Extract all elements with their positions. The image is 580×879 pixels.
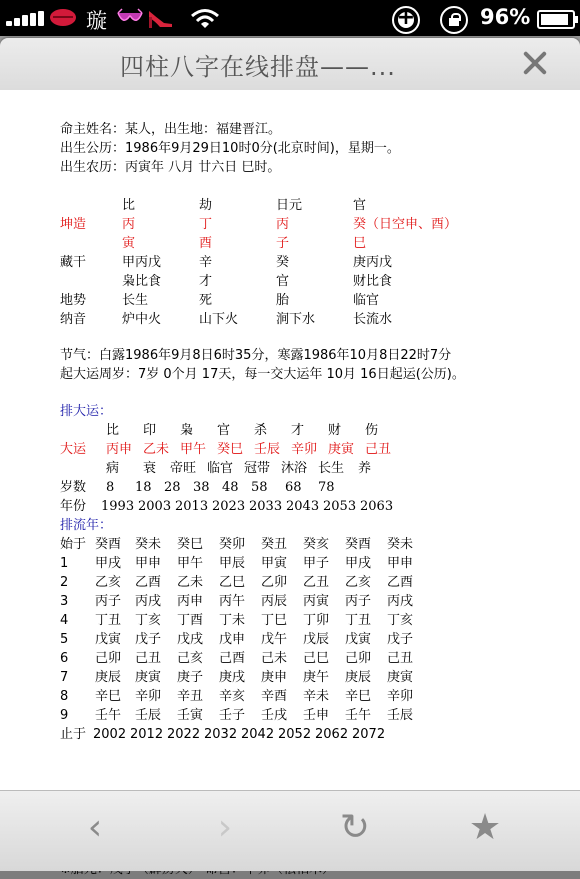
liunian-cell: 丁巳	[261, 613, 288, 628]
liunian-cell: 辛卯	[387, 689, 414, 704]
liunian-cell: 丙戌	[135, 594, 162, 609]
liunian-cell: 庚子	[177, 670, 204, 685]
liunian-cell: 戊申	[219, 632, 246, 647]
liunian-row-number: 3	[60, 594, 69, 609]
liunian-cell: 丙子	[345, 594, 372, 609]
liunian-end-cell: 2062	[315, 727, 349, 742]
liunian-cell: 丁亥	[135, 613, 162, 628]
lips-icon	[50, 9, 76, 26]
liunian-cell: 己巳	[303, 651, 330, 666]
stem-cell: 癸（日空申、酉）	[353, 217, 458, 232]
liunian-cell: 丁卯	[303, 613, 330, 628]
reload-button[interactable]	[315, 791, 395, 871]
dayun-pillar: 甲午	[180, 442, 207, 457]
dayun-pillar: 癸巳	[217, 442, 244, 457]
dayun-god: 比	[106, 423, 120, 438]
liunian-cell: 己酉	[219, 651, 246, 666]
liunian-cell: 戊戌	[177, 632, 204, 647]
liunian-row-number: 1	[60, 556, 69, 571]
dayun-god: 才	[291, 423, 305, 438]
liunian-cell: 壬午	[95, 708, 122, 723]
dayun-god: 枭	[180, 423, 194, 438]
liunian-start-cell: 癸未	[387, 537, 414, 552]
liunian-cell: 乙卯	[261, 575, 288, 590]
liunian-cell: 丙寅	[303, 594, 330, 609]
liunian-cell: 丁酉	[177, 613, 204, 628]
page-header	[0, 38, 580, 90]
age-cell: 68	[285, 480, 302, 495]
liunian-start-cell: 癸亥	[303, 537, 330, 552]
info-solar-line: 出生公历：1986年9月29日10时0分(北京时间)，星期一。	[60, 141, 400, 156]
liunian-cell: 乙亥	[95, 575, 122, 590]
liunian-cell: 乙亥	[345, 575, 372, 590]
liunian-start-cell: 癸卯	[219, 537, 246, 552]
pillar-header: 比	[122, 198, 136, 213]
nayin-cell: 山下火	[199, 312, 239, 327]
forward-button[interactable]	[185, 791, 265, 871]
info-lunar-line: 出生农历：丙寅年 八月 廿六日 巳时。	[60, 160, 281, 175]
dayun-pillar: 乙未	[143, 442, 170, 457]
year-cell: 2033	[249, 499, 283, 514]
liunian-cell: 甲子	[303, 556, 330, 571]
liunian-end-label: 止于	[60, 727, 87, 742]
back-icon: ‹	[87, 807, 103, 848]
dishi-cell: 死	[199, 293, 213, 308]
liunian-cell: 戊午	[261, 632, 288, 647]
liunian-cell: 壬申	[303, 708, 330, 723]
liunian-cell: 乙巳	[219, 575, 246, 590]
liunian-cell: 甲申	[387, 556, 414, 571]
liunian-cell: 庚寅	[135, 670, 162, 685]
jieqi-line: 节气：白露1986年9月8日6时35分，寒露1986年10月8日22时7分	[60, 348, 452, 363]
liunian-cell: 丙戌	[387, 594, 414, 609]
dayun-pillar: 庚寅	[328, 442, 355, 457]
liunian-cell: 辛酉	[261, 689, 288, 704]
dayun-title: 排大运：	[60, 404, 113, 419]
hidden-stem-cell: 甲丙戊	[122, 255, 162, 270]
wifi-icon	[190, 8, 220, 30]
age-cell: 58	[251, 480, 268, 495]
bra-icon	[116, 9, 144, 26]
dayun-god: 财	[328, 423, 342, 438]
liunian-cell: 戊寅	[95, 632, 122, 647]
back-button[interactable]	[55, 791, 135, 871]
liunian-cell: 庚戌	[219, 670, 246, 685]
dayun-stage: 病	[106, 461, 120, 476]
dayun-god: 杀	[254, 423, 268, 438]
pillar-header: 官	[353, 198, 367, 213]
age-cell: 78	[318, 480, 335, 495]
liunian-cell: 壬子	[219, 708, 246, 723]
liunian-cell: 庚辰	[345, 670, 372, 685]
canggan-label: 藏干	[60, 255, 87, 270]
carrier-name: 璇	[86, 9, 107, 33]
liunian-end-cell: 2032	[204, 727, 238, 742]
page-title: 四柱八字在线排盘——...	[120, 53, 396, 81]
reload-icon: ↻	[339, 807, 371, 848]
dayun-pillar: 壬辰	[254, 442, 281, 457]
browser-toolbar	[0, 790, 580, 871]
age-cell: 48	[222, 480, 239, 495]
branch-cell: 酉	[199, 236, 213, 251]
liunian-start-cell: 癸酉	[95, 537, 122, 552]
liunian-cell: 甲寅	[261, 556, 288, 571]
liunian-cell: 戊子	[135, 632, 162, 647]
liunian-cell: 庚寅	[387, 670, 414, 685]
liunian-end-cell: 2002	[93, 727, 127, 742]
dishi-cell: 长生	[122, 293, 149, 308]
dayun-god: 印	[143, 423, 157, 438]
liunian-cell: 戊子	[387, 632, 414, 647]
dayun-stage: 沐浴	[281, 461, 308, 476]
liunian-row-number: 2	[60, 575, 69, 590]
info-name-line: 命主姓名：某人，出生地：福建晋江。	[60, 122, 282, 137]
year-label: 年份	[60, 499, 87, 514]
page-content	[0, 90, 580, 790]
dishi-cell: 临官	[353, 293, 380, 308]
liunian-start-label: 始于	[60, 537, 87, 552]
liunian-cell: 辛巳	[345, 689, 372, 704]
branch-cell: 子	[276, 236, 290, 251]
high-heel-icon	[146, 7, 174, 29]
liunian-cell: 己未	[261, 651, 288, 666]
liunian-end-cell: 2052	[278, 727, 312, 742]
battery-icon	[537, 10, 575, 29]
qiyun-line: 起大运周岁：7岁 0个月 17天，每一交大运年 10月 16日起运(公历)。	[60, 367, 465, 382]
dayun-stage: 衰	[143, 461, 157, 476]
liunian-row-number: 9	[60, 708, 69, 723]
hidden-god-cell: 才	[199, 274, 213, 289]
dayun-stage: 长生	[318, 461, 345, 476]
hidden-god-cell: 财比食	[353, 274, 393, 289]
rotation-lock-icon	[440, 6, 468, 34]
liunian-start-cell: 癸未	[135, 537, 162, 552]
year-cell: 2053	[323, 499, 357, 514]
pillar-header: 劫	[199, 198, 213, 213]
dayun-stage: 帝旺	[170, 461, 197, 476]
liunian-row-number: 6	[60, 651, 69, 666]
liunian-start-cell: 癸巳	[177, 537, 204, 552]
liunian-cell: 乙未	[177, 575, 204, 590]
liunian-cell: 己卯	[345, 651, 372, 666]
liunian-cell: 丙申	[177, 594, 204, 609]
liunian-cell: 丁丑	[345, 613, 372, 628]
liunian-cell: 乙酉	[387, 575, 414, 590]
liunian-cell: 庚辰	[95, 670, 122, 685]
year-cell: 1993	[101, 499, 135, 514]
liunian-cell: 甲午	[177, 556, 204, 571]
liunian-row-number: 5	[60, 632, 69, 647]
signal-icon	[6, 11, 46, 26]
year-cell: 2043	[286, 499, 320, 514]
liunian-cell: 辛卯	[135, 689, 162, 704]
liunian-cell: 辛丑	[177, 689, 204, 704]
dayun-god: 伤	[365, 423, 379, 438]
year-cell: 2013	[175, 499, 209, 514]
liunian-cell: 壬辰	[387, 708, 414, 723]
liunian-cell: 乙丑	[303, 575, 330, 590]
pillar-header: 日元	[276, 198, 303, 213]
liunian-cell: 辛未	[303, 689, 330, 704]
liunian-end-cell: 2022	[167, 727, 201, 742]
dayun-pillar: 丙申	[106, 442, 133, 457]
dishi-cell: 胎	[276, 293, 290, 308]
liunian-cell: 壬戌	[261, 708, 288, 723]
liunian-cell: 壬寅	[177, 708, 204, 723]
liunian-cell: 丁未	[219, 613, 246, 628]
age-cell: 38	[193, 480, 210, 495]
liunian-cell: 甲戌	[95, 556, 122, 571]
liunian-cell: 己亥	[177, 651, 204, 666]
liunian-cell: 戊辰	[303, 632, 330, 647]
liunian-cell: 丁亥	[387, 613, 414, 628]
liunian-cell: 壬辰	[135, 708, 162, 723]
nayin-cell: 长流水	[353, 312, 393, 327]
liunian-cell: 甲戌	[345, 556, 372, 571]
bookmark-icon: ★	[468, 807, 502, 848]
liunian-row-number: 4	[60, 613, 69, 628]
liunian-end-cell: 2072	[352, 727, 386, 742]
hidden-stem-cell: 庚丙戊	[353, 255, 393, 270]
battery-percent: 96%	[480, 5, 531, 29]
dayun-stage: 养	[358, 461, 372, 476]
dayun-stage: 冠带	[244, 461, 271, 476]
status-bar	[0, 0, 580, 36]
liunian-cell: 己丑	[387, 651, 414, 666]
year-cell: 2023	[212, 499, 246, 514]
nayin-label: 纳音	[60, 312, 87, 327]
liunian-cell: 己卯	[95, 651, 122, 666]
hidden-god-cell: 枭比食	[122, 274, 162, 289]
liunian-cell: 壬午	[345, 708, 372, 723]
plus-circle-icon	[392, 6, 420, 34]
dayun-label: 大运	[60, 442, 87, 457]
year-cell: 2063	[360, 499, 394, 514]
liunian-cell: 戊寅	[345, 632, 372, 647]
liunian-cell: 己丑	[135, 651, 162, 666]
dayun-pillar: 辛卯	[291, 442, 318, 457]
stem-cell: 丁	[199, 217, 213, 232]
liunian-cell: 庚午	[303, 670, 330, 685]
age-cell: 18	[135, 480, 152, 495]
stem-cell: 丙	[122, 217, 136, 232]
liunian-cell: 甲申	[135, 556, 162, 571]
dayun-god: 官	[217, 423, 231, 438]
branch-cell: 寅	[122, 236, 136, 251]
liunian-end-cell: 2042	[241, 727, 275, 742]
dayun-stage: 临官	[207, 461, 234, 476]
liunian-start-cell: 癸酉	[345, 537, 372, 552]
liunian-cell: 丙子	[95, 594, 122, 609]
dishi-label: 地势	[60, 293, 87, 308]
hidden-god-cell: 官	[276, 274, 290, 289]
branch-cell: 巳	[353, 236, 367, 251]
liunian-cell: 丙辰	[261, 594, 288, 609]
nayin-cell: 涧下水	[276, 312, 316, 327]
liunian-cell: 乙酉	[135, 575, 162, 590]
hidden-stem-cell: 癸	[276, 255, 290, 270]
kunzao-label: 坤造	[60, 217, 87, 232]
liunian-end-cell: 2012	[130, 727, 164, 742]
liunian-cell: 丁丑	[95, 613, 122, 628]
age-label: 岁数	[60, 480, 87, 495]
year-cell: 2003	[138, 499, 172, 514]
bookmark-button[interactable]	[445, 791, 525, 871]
dayun-pillar: 己丑	[365, 442, 392, 457]
nayin-cell: 炉中火	[122, 312, 162, 327]
liunian-title: 排流年：	[60, 518, 113, 533]
age-cell: 8	[106, 480, 115, 495]
stem-cell: 丙	[276, 217, 290, 232]
liunian-row-number: 8	[60, 689, 69, 704]
hidden-stem-cell: 辛	[199, 255, 213, 270]
liunian-start-cell: 癸丑	[261, 537, 288, 552]
liunian-cell: 丙午	[219, 594, 246, 609]
liunian-cell: 甲辰	[219, 556, 246, 571]
liunian-cell: 辛亥	[219, 689, 246, 704]
liunian-cell: 辛巳	[95, 689, 122, 704]
age-cell: 28	[164, 480, 181, 495]
forward-icon: ›	[217, 807, 233, 848]
close-icon[interactable]	[520, 48, 550, 78]
liunian-cell: 庚申	[261, 670, 288, 685]
liunian-row-number: 7	[60, 670, 69, 685]
